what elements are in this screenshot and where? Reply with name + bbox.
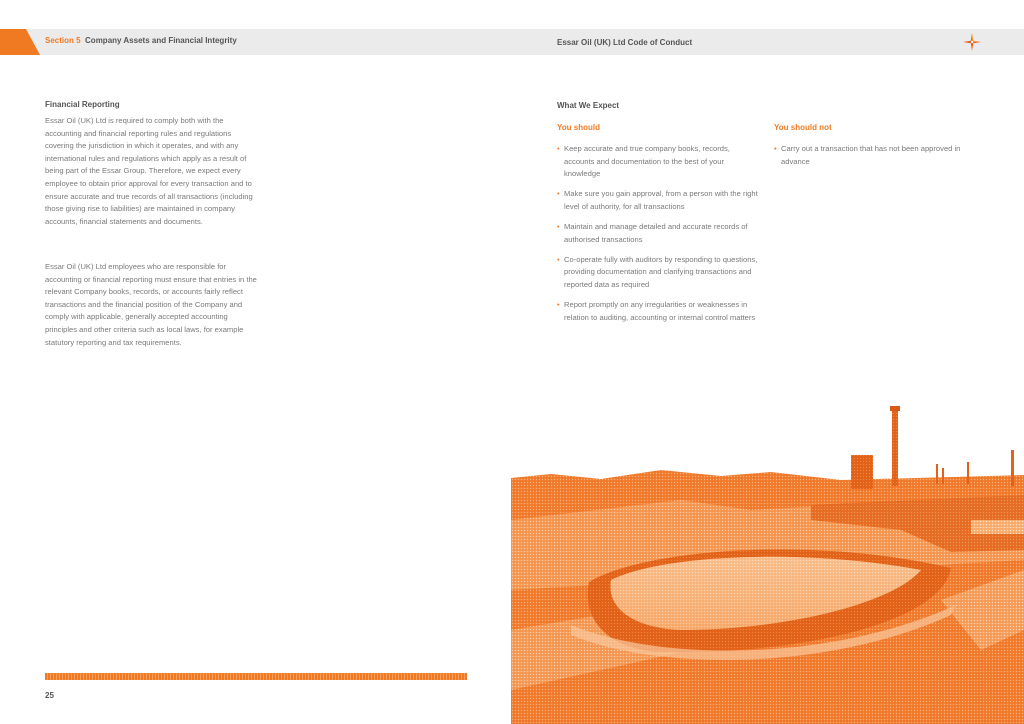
you-should-heading: You should: [557, 123, 600, 132]
list-item: • Co-operate fully with auditors by responding to questions, providing documentation and clarifying transactions and reported data as required: [557, 254, 762, 292]
section-label: Section 5: [45, 36, 81, 45]
list-item: • Keep accurate and true company books, records, accounts and documentation to the best of your knowledge: [557, 143, 762, 181]
document-title: Essar Oil (UK) Ltd Code of Conduct: [557, 38, 693, 47]
paragraph-compliance: Essar Oil (UK) Ltd is required to comply both with the accounting and financial reporting rules and regulations covering the jurisdiction in which it operates, and with any international rules and regulations which apply as a result of being part of the Essar Group. Therefore, we expect every employee to obtain prior approval for every transaction and to ensure accurate and true records of all transactions (including those giving rise to liabilities) are maintained in company accounts, financial statements and documents.: [45, 116, 253, 226]
corner-tab-decoration: [0, 29, 40, 55]
financial-reporting-heading: Financial Reporting: [45, 100, 120, 109]
refinery-photo: [511, 400, 1024, 724]
list-item: • Carry out a transaction that has not been approved in advance: [774, 143, 974, 168]
what-we-expect-heading: What We Expect: [557, 101, 620, 110]
list-item: • Maintain and manage detailed and accurate records of authorised transactions: [557, 221, 762, 246]
list-item: • Report promptly on any irregularities or weaknesses in relation to auditing, accounting or internal control matters: [557, 299, 762, 324]
section-header: [45, 36, 237, 45]
you-should-not-list: [774, 143, 974, 176]
paragraph-responsibilities: Essar Oil (UK) Ltd employees who are responsible for accounting or financial reporting must ensure that entries in the relevant Company books, records, or accounts fairly reflect transactions and the financial position of the Company and comply with applicable, generally accepted accounting principles and other criteria such as local laws, for example statutory reporting and tax requirements.: [45, 262, 257, 347]
you-should-not-heading: You should not: [774, 123, 832, 132]
list-item: • Make sure you gain approval, from a person with the right level of authority, for all transactions: [557, 188, 762, 213]
page-number: 25: [45, 691, 54, 700]
section-title: Company Assets and Financial Integrity: [85, 36, 237, 45]
essar-star-logo-icon: [962, 32, 982, 52]
orange-divider-bar: [45, 673, 467, 680]
you-should-list: [557, 143, 762, 332]
